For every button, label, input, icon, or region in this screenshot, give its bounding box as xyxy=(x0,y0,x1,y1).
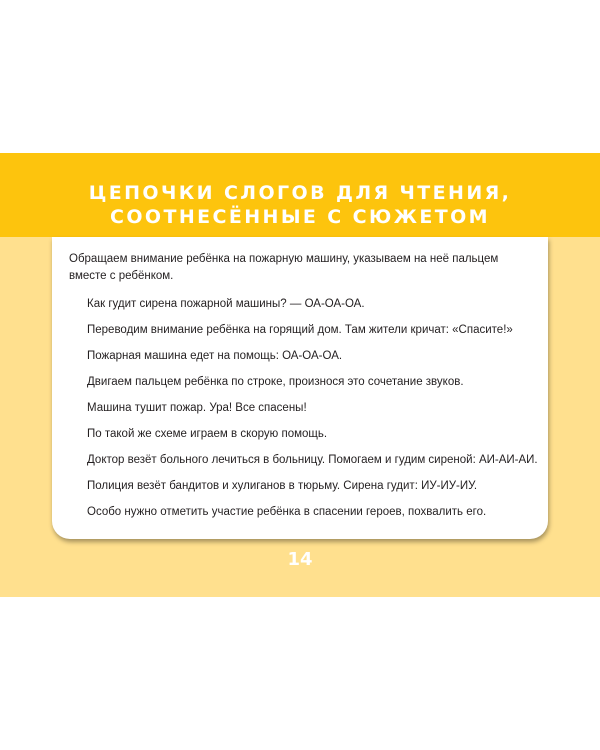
intro-paragraph: Обращаем внимание ребёнка на пожарную машину, указываем на неё пальцем вместе с ребёнком. xyxy=(69,253,499,282)
story-lines xyxy=(69,297,538,520)
story-line: Переводим внимание ребёнка на горящий дом. Там жители кричат: «Спасите!» xyxy=(87,324,513,336)
story-line: Машина тушит пожар. Ура! Все спасены! xyxy=(87,402,307,414)
title-line-1: ЦЕПОЧКИ СЛОГОВ ДЛЯ ЧТЕНИЯ, xyxy=(88,182,512,204)
page-title xyxy=(0,181,600,229)
story-line: Как гудит сирена пожарной машины? — ОА-ОА-ОА. xyxy=(87,298,365,310)
story-line: По такой же схеме играем в скорую помощь. xyxy=(87,428,328,440)
story-line: Доктор везёт больного лечиться в больницу. Помогаем и гудим сиреной: АИ-АИ-АИ. xyxy=(87,454,538,466)
page-number: 14 xyxy=(287,549,313,570)
story-line: Особо нужно отметить участие ребёнка в спасении героев, похвалить его. xyxy=(87,506,487,518)
story-line: Двигаем пальцем ребёнка по строке, произнося это сочетание звуков. xyxy=(87,376,464,388)
text-card xyxy=(52,237,548,539)
story-line: Пожарная машина едет на помощь: ОА-ОА-ОА. xyxy=(87,350,343,362)
story-line: Полиция везёт бандитов и хулиганов в тюрьму. Сирена гудит: ИУ-ИУ-ИУ. xyxy=(87,480,478,492)
title-line-2: СООТНЕСЁННЫЕ С СЮЖЕТОМ xyxy=(110,206,490,228)
